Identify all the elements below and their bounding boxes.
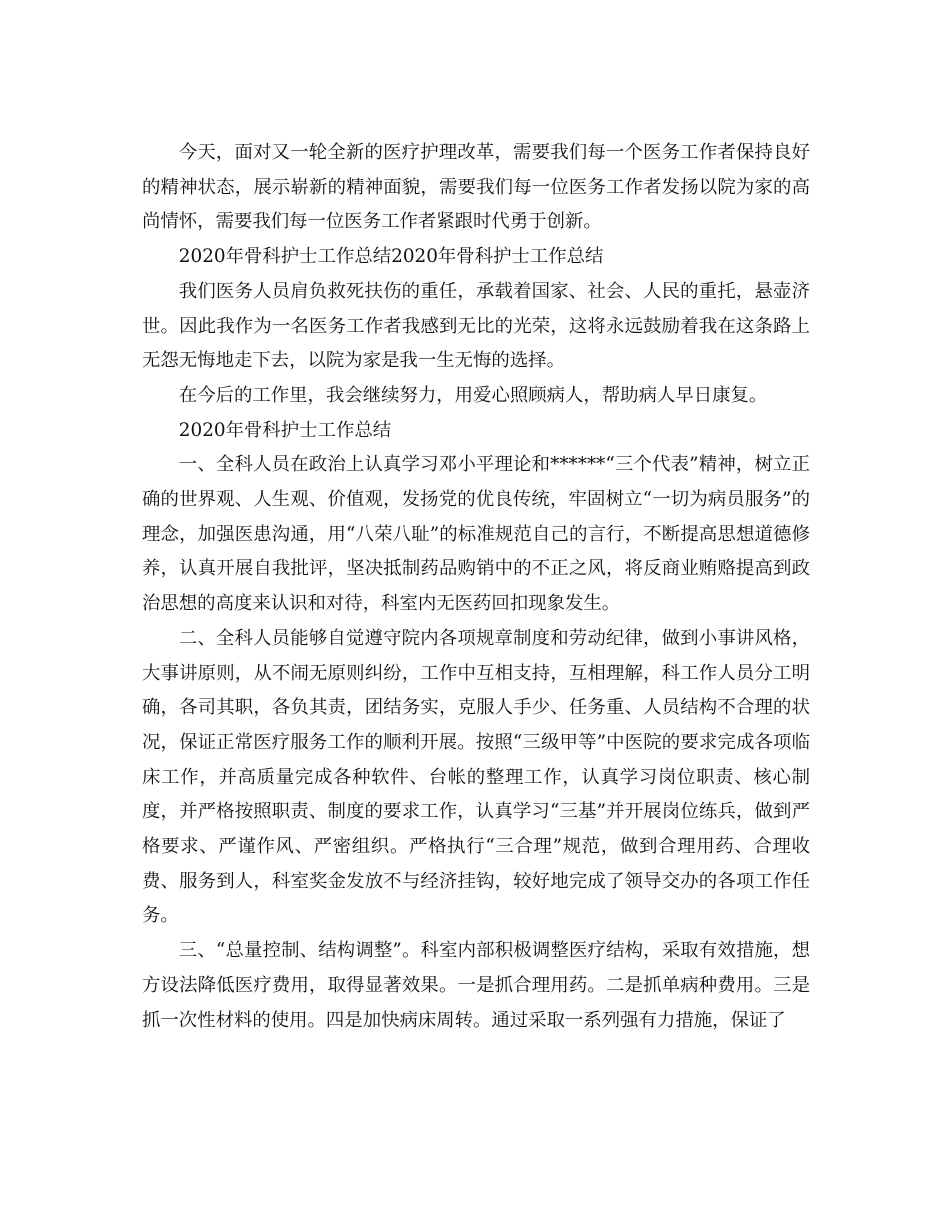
paragraph-title: 2020年骨科护士工作总结 [178,419,392,441]
paragraph-title-repeated: 2020年骨科护士工作总结2020年骨科护士工作总结 [178,246,604,268]
document-body [142,136,810,1038]
paragraph-section-three: 三、“总量控制、结构调整”。科室内部积极调整医疗结构，采取有效措施，想方设法降低医疗费用，取得显著效果。一是抓合理用药。二是抓单病种费用。三是抓一次性材料的使用。四是加快病床周转。通过采取一系列强有力措施，保证了 [142,940,810,1031]
paragraph-section-two: 二、全科人员能够自觉遵守院内各项规章制度和劳动纪律，做到小事讲风格，大事讲原则，从不闹无原则纠纷，工作中互相支持，互相理解，科工作人员分工明确，各司其职，各负其责，团结务实，克服人手少、任务重、人员结构不合理的状况，保证正常医疗服务工作的顺利开展。按照“三级甲等”中医院的要求完成各项临床工作，并高质量完成各种软件、台帐的整理工作，认真学习岗位职责、核心制度，并严格按照职责、制度的要求工作，认真学习“三基”并开展岗位练兵，做到严格要求、严谨作风、严密组织。严格执行“三合理”规范，做到合理用药、合理收费、服务到人，科室奖金发放不与经济挂钩，较好地完成了领导交办的各项工作任务。 [142,627,810,927]
paragraph-intro: 今天，面对又一轮全新的医疗护理改革，需要我们每一个医务工作者保持良好的精神状态，展示崭新的精神面貌，需要我们每一位医务工作者发扬以院为家的高尚情怀，需要我们每一位医务工作者紧跟时代勇于创新。 [142,142,810,233]
paragraph-section-one: 一、全科人员在政治上认真学习邓小平理论和******“三个代表”精神，树立正确的世界观、人生观、价值观，发扬党的优良传统，牢固树立“一切为病员服务”的理念，加强医患沟通，用“八荣八耻”的标准规范自己的言行，不断提高思想道德修养，认真开展自我批评，坚决抵制药品购销中的不正之风，将反商业贿赂提高到政治思想的高度来认识和对待，科室内无医药回扣现象发生。 [142,454,810,615]
paragraph-duty: 我们医务人员肩负救死扶伤的重任，承载着国家、社会、人民的重托，悬壶济世。因此我作为一名医务工作者我感到无比的光荣，这将永远鼓励着我在这条路上无怨无悔地走下去，以院为家是我一生无悔的选择。 [142,280,810,372]
paragraph-future: 在今后的工作里，我会继续努力，用爱心照顾病人，帮助病人早日康复。 [178,384,768,406]
